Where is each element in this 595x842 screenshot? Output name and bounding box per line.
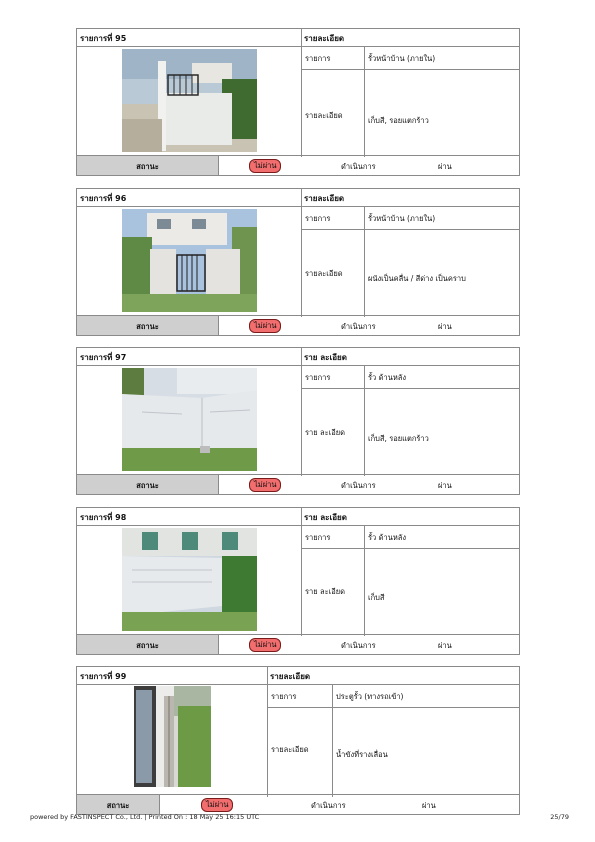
status-pass-option[interactable]: ผ่าน [422, 801, 436, 810]
item-header [77, 189, 519, 207]
inspection-photo[interactable] [122, 49, 257, 152]
status-row [77, 155, 519, 175]
item-value: รั้ว ด้านหลัง [368, 533, 407, 542]
status-row [77, 634, 519, 654]
item-title: รายการที่ 98 [80, 513, 127, 522]
item-label: รายการ [305, 373, 331, 382]
item-title: รายการที่ 99 [80, 672, 127, 681]
detail-value: เก็บสี, รอยแตกร้าว [368, 434, 429, 443]
detail-header: รายละเอียด [304, 34, 345, 43]
status-fail-badge[interactable]: ไม่ผ่าน [249, 159, 281, 173]
inspection-photo[interactable] [122, 209, 257, 312]
status-in-progress-option[interactable]: ดำเนินการ [311, 801, 346, 810]
item-label: รายการ [305, 533, 331, 542]
status-pass-option[interactable]: ผ่าน [438, 322, 452, 331]
detail-header: ราย ละเอียด [304, 513, 347, 522]
item-header [77, 667, 519, 685]
item-title: รายการที่ 97 [80, 353, 127, 362]
item-value: รั้วหน้าบ้าน (ภายใน) [368, 214, 436, 223]
item-label: รายการ [271, 692, 297, 701]
item-header [77, 508, 519, 526]
inspection-photo[interactable] [134, 686, 211, 787]
status-in-progress-option[interactable]: ดำเนินการ [341, 322, 376, 331]
item-title: รายการที่ 95 [80, 34, 127, 43]
item-header [77, 348, 519, 366]
status-row [77, 794, 519, 814]
item-header [77, 29, 519, 47]
status-fail-badge[interactable]: ไม่ผ่าน [201, 798, 233, 812]
status-in-progress-option[interactable]: ดำเนินการ [341, 481, 376, 490]
status-label: สถานะ [136, 322, 159, 331]
item-value: ประตูรั้ว (ทางรถเข้า) [336, 692, 404, 701]
status-row [77, 474, 519, 494]
detail-header: รายละเอียด [270, 672, 311, 681]
detail-label: รายละเอียด [305, 111, 343, 120]
inspection-item-96 [76, 188, 520, 336]
status-label: สถานะ [136, 162, 159, 171]
detail-value: น้ำขังที่รางเลื่อน [336, 750, 388, 759]
inspection-photo[interactable] [122, 528, 257, 631]
inspection-item-98 [76, 507, 520, 655]
status-in-progress-option[interactable]: ดำเนินการ [341, 162, 376, 171]
item-value: รั้วหน้าบ้าน (ภายใน) [368, 54, 436, 63]
inspection-item-99 [76, 666, 520, 815]
status-fail-badge[interactable]: ไม่ผ่าน [249, 478, 281, 492]
status-fail-badge[interactable]: ไม่ผ่าน [249, 638, 281, 652]
status-pass-option[interactable]: ผ่าน [438, 162, 452, 171]
item-title: รายการที่ 96 [80, 194, 127, 203]
detail-header: ราย ละเอียด [304, 353, 347, 362]
status-pass-option[interactable]: ผ่าน [438, 481, 452, 490]
status-label: สถานะ [136, 641, 159, 650]
detail-label: รายละเอียด [271, 745, 309, 754]
item-label: รายการ [305, 54, 331, 63]
status-fail-badge[interactable]: ไม่ผ่าน [249, 319, 281, 333]
status-in-progress-option[interactable]: ดำเนินการ [341, 641, 376, 650]
item-label: รายการ [305, 214, 331, 223]
status-label: สถานะ [106, 801, 130, 810]
inspection-item-97 [76, 347, 520, 495]
item-value: รั้ว ด้านหลัง [368, 373, 407, 382]
status-label: สถานะ [136, 481, 159, 490]
status-pass-option[interactable]: ผ่าน [438, 641, 452, 650]
inspection-photo[interactable] [122, 368, 257, 471]
status-row [77, 315, 519, 335]
detail-value: เก็บสี, รอยแตกร้าว [368, 116, 429, 125]
detail-value: เก็บสี [368, 593, 385, 602]
detail-label: ราย ละเอียด [305, 428, 345, 437]
page-number: 25/79 [550, 813, 569, 821]
inspection-item-95 [76, 28, 520, 176]
detail-label: ราย ละเอียด [305, 587, 345, 596]
detail-label: รายละเอียด [305, 269, 343, 278]
detail-value: ผนังเป็นคลื่น / สีด่าง เป็นคราบ [368, 274, 466, 283]
detail-header: รายละเอียด [304, 194, 345, 203]
footer-powered-by: powered by FASTINSPECT Co., Ltd. | Printed On : 18 May 25 16:15 UTC [30, 813, 260, 821]
